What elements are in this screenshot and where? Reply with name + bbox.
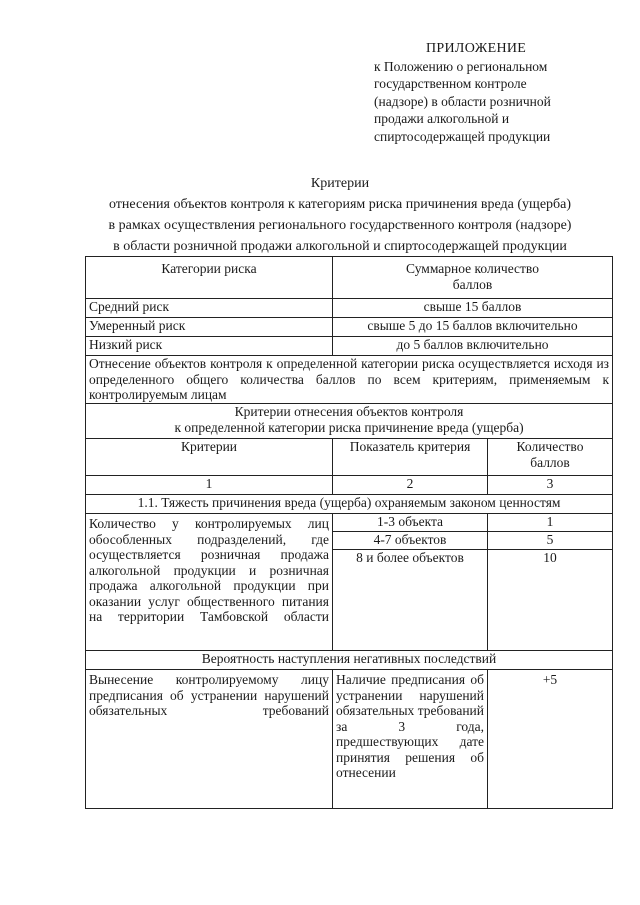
table-row (86, 439, 613, 476)
appendix-line: спиртосодержащей продукции (374, 128, 551, 144)
criteria-title (86, 404, 613, 439)
appendix-line: продажи алкогольной и (374, 111, 510, 126)
risk-category: Низкий риск (86, 337, 333, 356)
risk-note: Отнесение объектов контроля к определенной категории риска осуществляется исходя из определенного общего количества баллов по всем критериям, применяемым к контролируемым лицам (86, 356, 613, 404)
criteria-table (85, 256, 613, 809)
indicator-value: Наличие предписания об устранении нарушений обязательных требований за 3 года, предшествующих дате принятия решения об отнесении (333, 670, 488, 809)
appendix-line: (надзоре) в области розничной (374, 93, 551, 109)
col-number: 1 (86, 476, 333, 495)
appendix-line: государственном контроле (374, 76, 527, 91)
document-title (60, 173, 620, 257)
title-line: в области розничной продажи алкогольной и спиртосодержащей продукции (113, 239, 567, 254)
appendix-block (374, 40, 624, 145)
section-title: 1.1. Тяжесть причинения вреда (ущерба) охраняемым законом ценностям (86, 495, 613, 514)
points-value: 1 (488, 514, 613, 532)
table-row (86, 299, 613, 318)
criteria-title-line: Критерии отнесения объектов контроля (234, 404, 464, 419)
table-row (86, 337, 613, 356)
table-row (86, 651, 613, 670)
risk-category: Умеренный риск (86, 318, 333, 337)
indicator-value: 1-3 объекта (333, 514, 488, 532)
header-category: Категории риска (86, 257, 333, 299)
col-indicator: Показатель критерия (333, 439, 488, 476)
table-row (86, 670, 613, 809)
risk-score: до 5 баллов включительно (333, 337, 613, 356)
section-title: Вероятность наступления негативных последствий (86, 651, 613, 670)
points-value: +5 (488, 670, 613, 809)
table-row (86, 495, 613, 514)
title-line: отнесения объектов контроля к категориям риска причинения вреда (ущерба) (108, 197, 572, 212)
points-value: 10 (488, 550, 613, 651)
indicator-value: 4-7 объектов (333, 532, 488, 550)
appendix-line: к Положению о региональном (374, 58, 548, 74)
criterion-text: Вынесение контролируемому лицу предписания об устранении нарушений обязательных требований (86, 670, 333, 809)
appendix-heading: ПРИЛОЖЕНИЕ (426, 41, 527, 56)
indicator-value: 8 и более объектов (333, 550, 488, 651)
criteria-title-line: к определенной категории риска причинение вреда (ущерба) (174, 419, 524, 435)
risk-category: Средний риск (86, 299, 333, 318)
risk-score: свыше 5 до 15 баллов включительно (333, 318, 613, 337)
table-row (86, 476, 613, 495)
header-score: Суммарное количество баллов (333, 257, 613, 299)
table-row (86, 514, 613, 532)
table-row (86, 257, 613, 299)
title-line: в рамках осуществления регионального государственного контроля (надзоре) (108, 218, 572, 233)
table-row (86, 318, 613, 337)
risk-score: свыше 15 баллов (333, 299, 613, 318)
table-row (86, 404, 613, 439)
col-number: 3 (488, 476, 613, 495)
title-line: Критерии (310, 176, 370, 191)
criterion-text: Количество у контролируемых лиц обособленных подразделений, где осуществляется розничная продажа алкогольной продукции и розничная продажа алкогольной продукции при оказании услуг общественного питания на территории Тамбовской области (86, 514, 333, 651)
col-criteria: Критерии (86, 439, 333, 476)
table-row (86, 356, 613, 404)
points-value: 5 (488, 532, 613, 550)
col-number: 2 (333, 476, 488, 495)
col-points: Количество баллов (488, 439, 613, 476)
